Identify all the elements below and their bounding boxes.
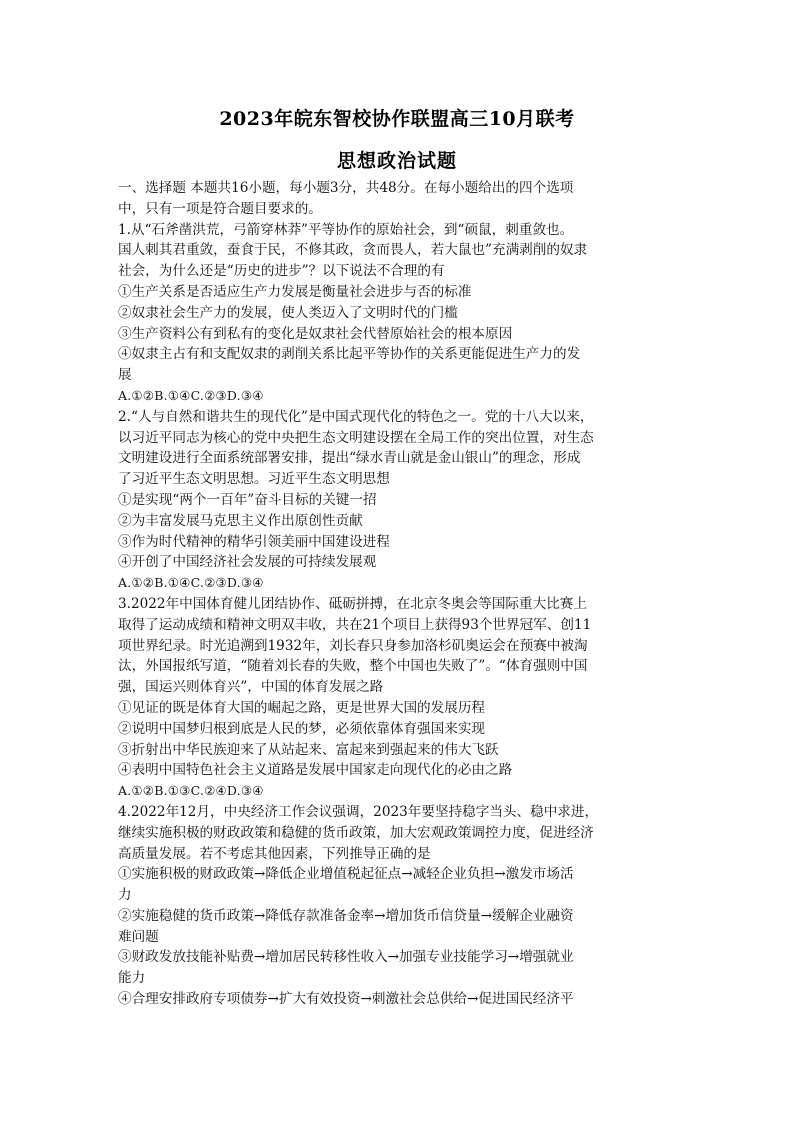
question-2-statement: ②为丰富发展马克思主义作出原创性贡献 [118,512,363,529]
document-title: 2023年皖东智校协作联盟高三10月联考 [219,108,575,130]
question-4-statement: ④合理安排政府专项债券→扩大有效投资→刺激社会总供给→促进国民经济平 [118,991,574,1008]
question-2-text: 了习近平生态文明思想。习近平生态文明思想 [118,471,390,488]
question-4-statement: 能力 [118,970,146,987]
question-3-statement: ④表明中国特色社会主义道路是发展中国家走向现代化的必由之路 [118,762,513,779]
question-1-text: 国人刺其君重敛，蚕食于民，不修其政，贪而畏人，若大鼠也”充满剥削的奴隶 [118,242,588,259]
question-3-text: 项世界纪录。时光追溯到1932年，刘长春只身参加洛杉矶奥运会在预赛中被淘 [118,637,588,654]
question-2-statement: ①是实现“两个一百年”奋斗目标的关键一招 [118,491,377,508]
question-3-options: A.①②B.①③C.②④D.③④ [118,783,264,799]
question-1-statement: ②奴隶社会生产力的发展，使人类迈入了文明时代的门槛 [118,304,458,321]
question-1-text: 社会，为什么还是“历史的进步”？以下说法不合理的有 [118,263,445,280]
question-2-text: 文明建设进行全面系统部署安排，提出“绿水青山就是金山银山”的理念，形成 [118,450,581,467]
question-3-statement: ③折射出中华民族迎来了从站起来、富起来到强起来的伟大飞跃 [118,741,499,758]
question-4-text: 高质量发展。若不考虑其他因素，下列推导正确的是 [118,845,431,862]
question-2-statement: ③作为时代精神的精华引领美丽中国建设进程 [118,533,390,550]
question-4-statement: ③财政发放技能补贴费→增加居民转移性收入→加强专业技能学习→增强就业 [118,949,574,966]
section-header-line: 中，只有一项是符合题目要求的。 [118,200,322,217]
question-4-text: 4.2022年12月，中央经济工作会议强调，2023年要坚持稳字当头、稳中求进， [118,803,599,820]
question-4-statement: ①实施积极的财政政策→降低企业增值税起征点→减轻企业负担→激发市场活 [118,866,574,883]
question-1-statement: ④奴隶主占有和支配奴隶的剥削关系比起平等协作的关系更能促进生产力的发 [118,346,581,363]
question-2-text: 以习近平同志为核心的党中央把生态文明建设摆在全局工作的突出位置，对生态 [118,429,594,446]
question-3-statement: ②说明中国梦归根到底是人民的梦，必须依靠体育强国来实现 [118,720,486,737]
section-header-line: 一、选择题 本题共16小题，每小题3分，共48分。在每小题给出的四个选项 [118,180,574,196]
question-1-options: A.①②B.①④C.②③D.③④ [118,387,264,403]
exam-content [118,178,678,1010]
question-1-statement: 展 [118,367,132,384]
document-subtitle: 思想政治试题 [336,150,457,172]
question-4-text: 继续实施积极的财政政策和稳健的货币政策，加大宏观政策调控力度，促进经济 [118,824,594,841]
question-3-text: 汰，外国报纸写道，“随着刘长春的失败，整个中国也失败了”。“体育强则中国 [118,658,588,675]
question-4-statement: 力 [118,887,132,904]
question-1-text: 1.从“石斧凿洪荒，弓箭穿林莽”平等协作的原始社会，到“硕鼠，刺重敛也。 [118,221,574,238]
question-4-statement: ②实施稳健的货币政策→降低存款准备金率→增加货币信贷量→缓解企业融资 [118,907,574,924]
question-4-statement: 难问题 [118,928,159,945]
question-2-statement: ④开创了中国经济社会发展的可持续发展观 [118,554,377,571]
question-3-text: 3.2022年中国体育健儿团结协作、砥砺拼搏，在北京冬奥会等国际重大比赛上 [118,595,587,612]
question-3-text: 取得了运动成绩和精神文明双丰收，共在21个项目上获得93个世界冠军、创11 [118,616,592,633]
question-1-statement: ①生产关系是否适应生产力发展是衡量社会进步与否的标准 [118,283,472,300]
question-1-statement: ③生产资料公有到私有的变化是奴隶社会代替原始社会的根本原因 [118,325,513,342]
question-2-text: 2.“人与自然和谐共生的现代化”是中国式现代化的特色之一。党的十八大以来， [118,408,594,425]
question-3-text: 强，国运兴则体育兴”，中国的体育发展之路 [118,679,384,696]
question-3-statement: ①见证的既是体育大国的崛起之路，更是世界大国的发展历程 [118,699,486,716]
question-2-options: A.①②B.①④C.②③D.③④ [118,575,264,591]
